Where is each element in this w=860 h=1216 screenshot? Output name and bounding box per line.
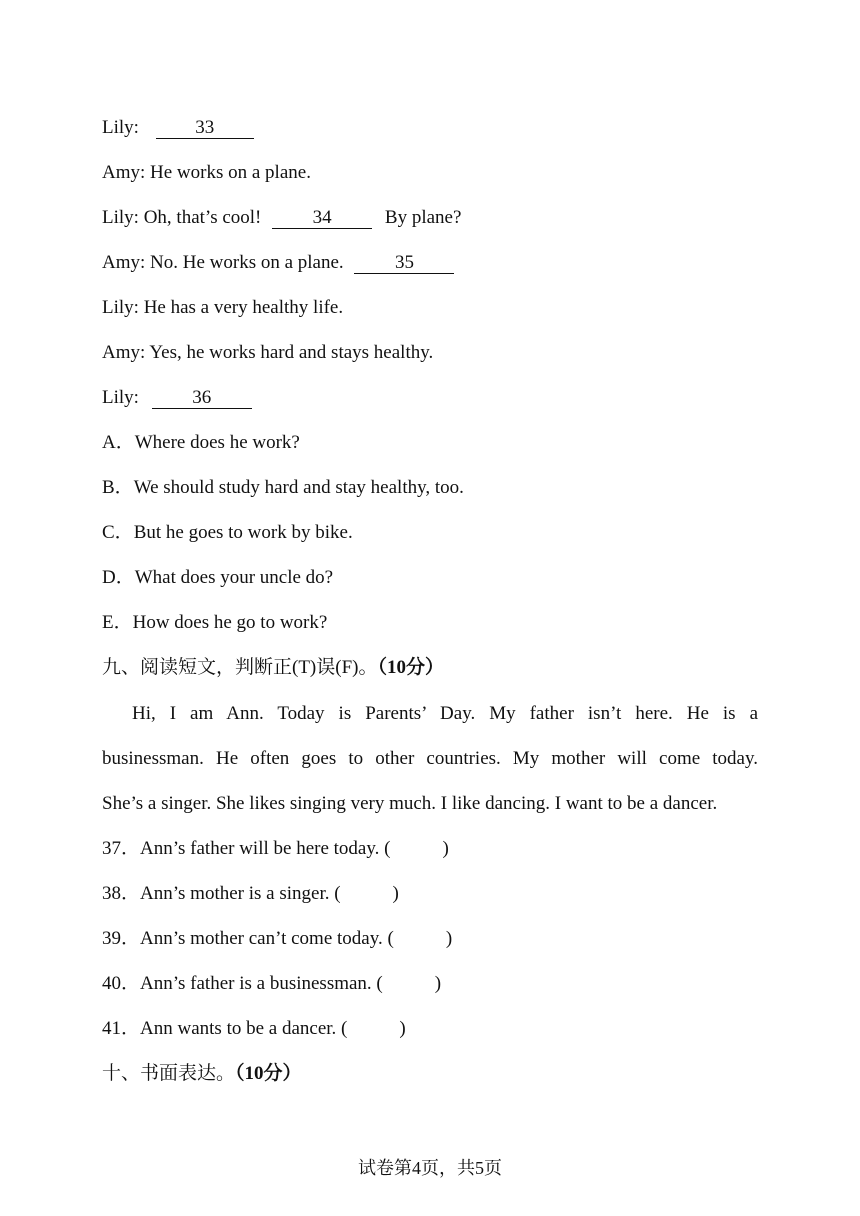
dialogue-line-4	[102, 251, 454, 275]
close-paren: )	[392, 883, 399, 904]
close-paren: )	[442, 838, 449, 859]
question-text: Ann’s mother can’t come today. (	[140, 928, 394, 949]
question-number: 38．	[102, 883, 141, 904]
question-number: 41．	[102, 1018, 141, 1039]
page-footer: 试卷第4页，共5页	[358, 1158, 502, 1178]
option-letter: B．	[102, 477, 134, 498]
option-a	[102, 431, 300, 455]
dialogue-line-6	[102, 341, 433, 365]
option-c	[102, 521, 353, 545]
speaker: Lily:	[102, 297, 139, 318]
question-text: Ann’s mother is a singer. (	[140, 883, 341, 904]
option-text: We should study hard and stay healthy, too.	[133, 477, 464, 498]
option-text: But he goes to work by bike.	[133, 522, 353, 543]
passage-line-1: Hi, I am Ann. Today is Parents’ Day. My father isn’t here. He is a	[132, 703, 758, 724]
reading-passage	[102, 691, 758, 826]
question-text: Ann’s father will be here today. (	[140, 838, 391, 859]
dialogue-line-1	[102, 116, 254, 140]
close-paren: )	[445, 928, 453, 949]
speaker: Amy:	[102, 252, 146, 273]
dialogue-text: No. He works on a plane.	[150, 252, 344, 273]
question-text: Ann’s father is a businessman. (	[140, 973, 383, 994]
option-letter: E．	[102, 612, 133, 633]
question-41	[102, 1017, 406, 1041]
option-letter: A．	[102, 432, 135, 453]
answer-blank-36: 36	[152, 388, 252, 409]
answer-blank-33: 33	[156, 118, 254, 139]
section-title: 十、书面表达。	[102, 1063, 236, 1084]
section-score: （10分）	[377, 657, 444, 678]
dialogue-line-7	[102, 386, 252, 410]
question-39	[102, 927, 452, 951]
answer-blank-34: 34	[272, 208, 372, 229]
option-text: What does your uncle do?	[134, 567, 334, 588]
question-number: 39．	[102, 928, 141, 949]
option-d	[102, 566, 333, 590]
passage-line-2: businessman. He often goes to other countries. My mother will come today.	[102, 748, 758, 769]
dialogue-text: Oh, that’s cool!	[143, 207, 262, 228]
option-b	[102, 476, 464, 500]
speaker: Lily:	[102, 117, 139, 138]
section-9-heading	[102, 656, 444, 680]
passage-line-3: She’s a singer. She likes singing very much. I like dancing. I want to be a dancer.	[102, 793, 718, 814]
dialogue-line-2	[102, 161, 311, 185]
question-number: 37．	[102, 838, 141, 859]
speaker: Lily:	[102, 207, 139, 228]
question-37	[102, 837, 449, 861]
option-letter: C．	[102, 522, 134, 543]
dialogue-text: He has a very healthy life.	[143, 297, 344, 318]
option-letter: D．	[102, 567, 135, 588]
dialogue-text: He works on a plane.	[150, 162, 311, 183]
close-paren: )	[399, 1018, 406, 1039]
option-text: Where does he work?	[134, 432, 300, 453]
option-e	[102, 611, 327, 635]
speaker: Lily:	[102, 387, 139, 408]
option-text: How does he go to work?	[132, 612, 328, 633]
section-title: 九、阅读短文，判断正(T)误(F)。	[102, 657, 378, 678]
speaker: Amy:	[102, 342, 146, 363]
speaker: Amy:	[102, 162, 146, 183]
dialogue-line-5	[102, 296, 343, 320]
question-38	[102, 882, 399, 906]
section-score: （10分）	[235, 1063, 302, 1084]
answer-blank-35: 35	[354, 253, 454, 274]
dialogue-text: Yes, he works hard and stays healthy.	[149, 342, 434, 363]
question-40	[102, 972, 441, 996]
dialogue-text-after: By plane?	[384, 207, 462, 228]
question-text: Ann wants to be a dancer. (	[140, 1018, 348, 1039]
section-10-heading	[102, 1062, 302, 1086]
close-paren: )	[434, 973, 442, 994]
question-number: 40．	[102, 973, 141, 994]
dialogue-line-3	[102, 206, 461, 230]
